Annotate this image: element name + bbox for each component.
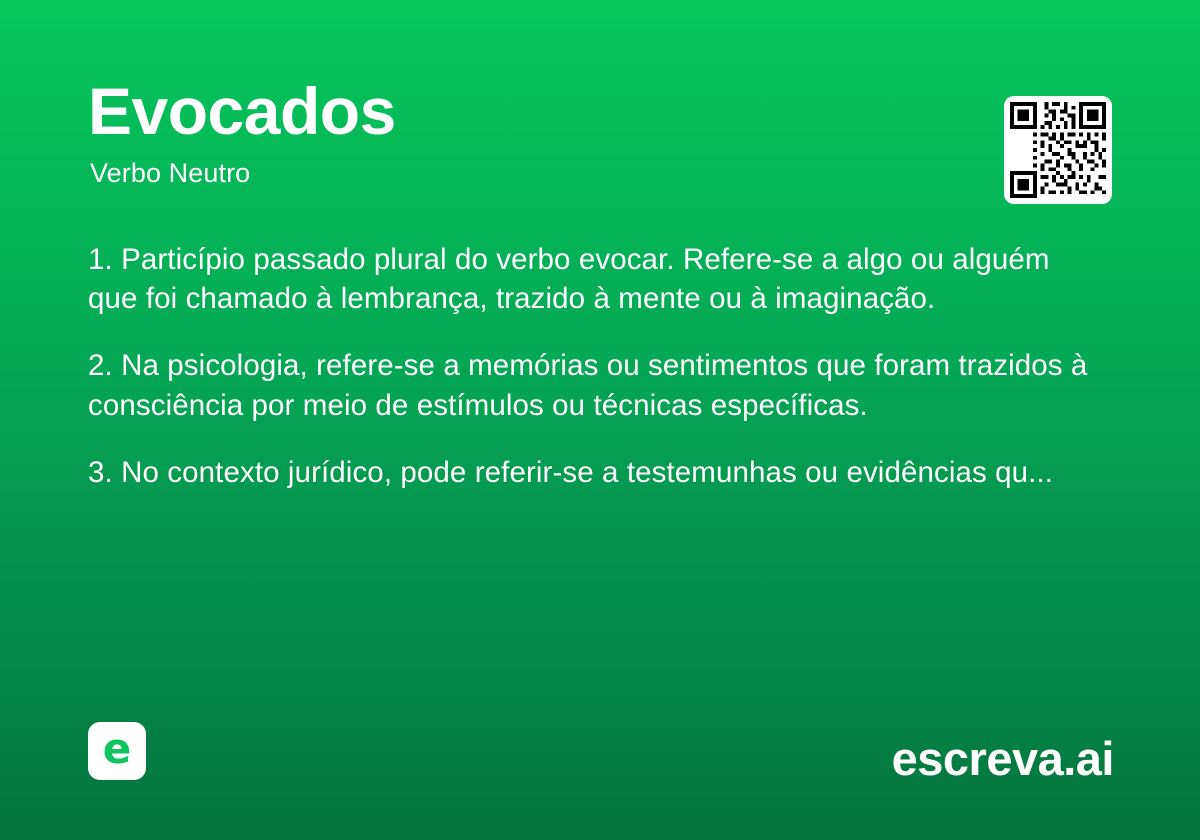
qr-code[interactable]	[1004, 96, 1112, 204]
part-of-speech-label: Verbo Neutro	[90, 158, 251, 188]
logo-mark	[88, 722, 146, 780]
definition-item: 3. No contexto jurídico, pode referir-se a testemunhas ou evidências qu...	[88, 455, 1054, 489]
card-header	[88, 74, 948, 189]
definition-item: 1. Particípio passado plural do verbo evocar. Refere-se a algo ou alguém que foi chamado à lembrança, trazido à mente ou à imaginação.	[88, 243, 1050, 316]
logo-letter: e	[102, 724, 132, 773]
qr-code-icon	[1010, 102, 1106, 198]
page-title: Evocados	[88, 74, 396, 148]
definitions-list	[88, 240, 1100, 492]
brand-wordmark: escreva.ai	[891, 732, 1114, 785]
definition-item: 2. Na psicologia, refere-se a memórias ou sentimentos que foram trazidos à consciência por meio de estímulos ou técnicas específicas.	[88, 349, 1088, 422]
